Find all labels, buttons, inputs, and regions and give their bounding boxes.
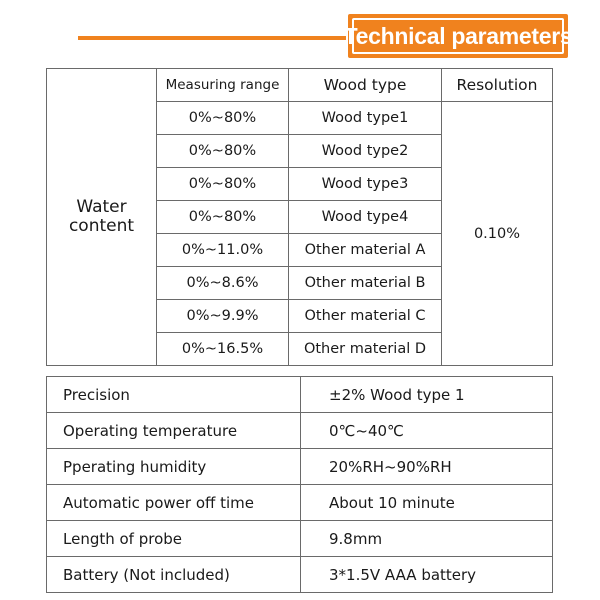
column-header-wood-type: Wood type <box>289 69 442 102</box>
range-cell: 0%~8.6% <box>157 267 289 300</box>
spec-label: Automatic power off time <box>47 485 301 521</box>
type-cell: Other material D <box>289 333 442 366</box>
type-cell: Wood type1 <box>289 102 442 135</box>
table-header-row <box>47 69 553 102</box>
range-cell: 0%~16.5% <box>157 333 289 366</box>
spec-value: ±2% Wood type 1 <box>301 377 553 413</box>
spec-label: Battery (Not included) <box>47 557 301 593</box>
water-content-label: Water content <box>47 69 157 366</box>
resolution-value: 0.10% <box>442 102 553 366</box>
range-cell: 0%~11.0% <box>157 234 289 267</box>
type-cell: Wood type2 <box>289 135 442 168</box>
column-header-range: Measuring range <box>157 69 289 102</box>
spec-value: 9.8mm <box>301 521 553 557</box>
title-badge-border <box>343 18 573 54</box>
spec-label: Pperating humidity <box>47 449 301 485</box>
spec-label: Length of probe <box>47 521 301 557</box>
range-cell: 0%~80% <box>157 102 289 135</box>
table-row <box>47 521 553 557</box>
table-row <box>47 557 553 593</box>
range-cell: 0%~9.9% <box>157 300 289 333</box>
range-cell: 0%~80% <box>157 201 289 234</box>
spec-value: About 10 minute <box>301 485 553 521</box>
table-row <box>47 485 553 521</box>
header-accent-line <box>78 36 346 40</box>
range-cell: 0%~80% <box>157 135 289 168</box>
spec-label: Precision <box>47 377 301 413</box>
column-header-resolution: Resolution <box>442 69 553 102</box>
title-badge <box>343 14 573 58</box>
spec-value: 3*1.5V AAA battery <box>301 557 553 593</box>
type-cell: Other material A <box>289 234 442 267</box>
specs-table <box>46 376 553 593</box>
range-cell: 0%~80% <box>157 168 289 201</box>
type-cell: Other material B <box>289 267 442 300</box>
table-row <box>47 377 553 413</box>
spec-value: 0℃~40℃ <box>301 413 553 449</box>
water-content-table <box>46 68 553 366</box>
spec-label: Operating temperature <box>47 413 301 449</box>
type-cell: Other material C <box>289 300 442 333</box>
table-row <box>47 449 553 485</box>
page-title: Technical parameters <box>343 22 573 49</box>
type-cell: Wood type3 <box>289 168 442 201</box>
spec-value: 20%RH~90%RH <box>301 449 553 485</box>
table-row <box>47 413 553 449</box>
type-cell: Wood type4 <box>289 201 442 234</box>
